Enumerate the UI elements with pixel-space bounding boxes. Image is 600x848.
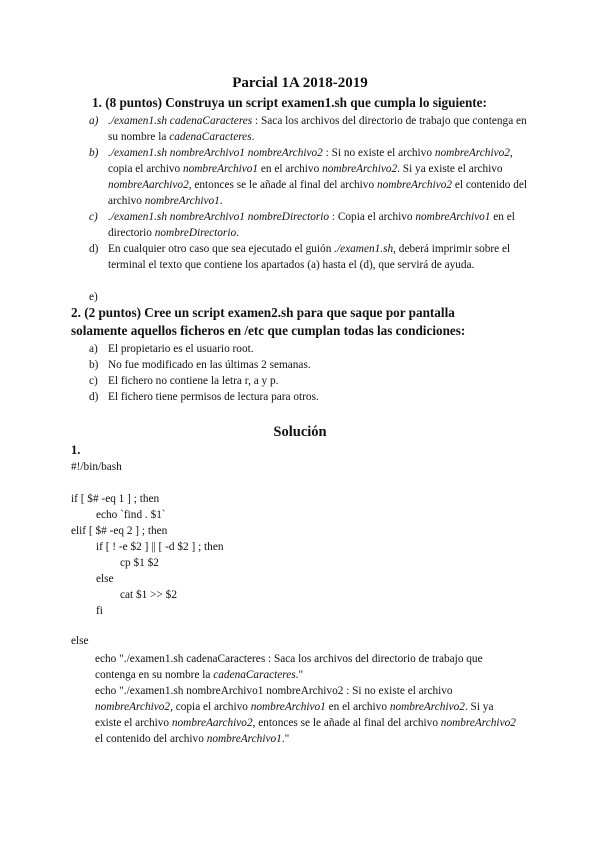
q1-item-b: b) ./examen1.sh nombreArchivo1 nombreArchivo2 : Si no existe el archivo nombreArchivo2, copia el archivo nombreArchivo1 en el archivo nombreArchivo2. Si ya existe el archivo nombreAarchivo2, entonces se le añade al final del archivo nombreArchivo2 el contenido del archivo nombreArchivo1. xyxy=(89,147,528,207)
code-line: if [ ! -e $2 ] || [ -d $2 ] ; then xyxy=(96,541,224,553)
q2-item: d) El fichero tiene permisos de lectura para otros. xyxy=(89,391,319,403)
solution-title: Solución xyxy=(273,424,327,440)
question-2-heading-line1: 2. (2 puntos) Cree un script examen2.sh para que saque por pantalla xyxy=(71,305,455,320)
question-1-heading: 1. (8 puntos) Construya un script examen1.sh que cumpla lo siguiente: xyxy=(92,95,487,110)
page-title: Parcial 1A 2018-2019 xyxy=(232,75,368,91)
document-page: Parcial 1A 2018-2019 1. (8 puntos) Construya un script examen1.sh que cumpla lo siguiente: a) ./examen1.sh cadenaCaracteres : Saca los archivos del directorio de trabajo que contenga en su nombre la cadenaCaracteres. b) ./examen1.sh nombreArchivo1 nombreArchivo2 : Si no existe el archivo nombreArchivo2, copia el archivo nombreArchivo1 en el archivo nombreArchivo2. Si ya existe el archivo nombreAarchivo2, entonces se le añade al final del archivo nombreArchivo2 el contenido del archivo nombreArchivo1. c) ./examen1.sh nombreArchivo1 nombreDirectorio : Copia el archivo nombreArchivo1 en el directorio nombreDirectorio. d) En cualquier otro caso que sea ejecutado el guión ./examen1.sh, deberá imprimir sobre el terminal el texto que contiene los apartados (a) hasta el (d), que servirá de ayuda. e) 2. (2 puntos) Cree un script examen2.sh para que saque por pantalla solamente aquellos ficheros en /etc que cumplan todas las condiciones: a) El propietario es el usuario root. b) No fue modificado en las últimas 2 semanas. c) El fichero no contiene la letra r, a y p. d) El fichero tiene permisos de lectura para otros. Solución 1. #!/bin/bash if [ $# -eq 1 ] ; then echo `find . $1` elif [ $# -eq 2 ] ; then if [ ! -e $2 ] || [ -d $2 ] ; then cp $1 $2 else cat $1 >> $2 fi else echo "./examen1.sh cadenaCaracteres : Saca los archivos del directorio de trabajo que contenga en su nombre la cadenaCaracteres." echo "./examen1.sh nombreArchivo1 nombreArchivo2 : Si no existe el archivo nombreArchivo2, copia el archivo nombreArchivo1 en el archivo nombreArchivo2. Si ya existe el archivo nombreAarchivo2, entonces se le añade al final del archivo nombreArchivo2 el contenido del archivo nombreArchivo1." xyxy=(0,0,600,848)
code-line: if [ $# -eq 1 ] ; then xyxy=(71,493,160,505)
q2-item: b) No fue modificado en las últimas 2 semanas. xyxy=(89,359,311,371)
code-line: echo `find . $1` xyxy=(96,509,166,521)
echo-line-1: echo "./examen1.sh cadenaCaracteres : Saca los archivos del directorio de trabajo que contenga en su nombre la cadenaCaracteres." xyxy=(95,653,483,681)
code-line: else xyxy=(96,573,114,585)
q1-item-c: c) ./examen1.sh nombreArchivo1 nombreDirectorio : Copia el archivo nombreArchivo1 en el directorio nombreDirectorio. xyxy=(89,211,515,239)
q1-item-a: a) ./examen1.sh cadenaCaracteres : Saca los archivos del directorio de trabajo que contenga en su nombre la cadenaCaracteres. xyxy=(89,115,527,143)
code-line: cat $1 >> $2 xyxy=(120,589,177,601)
code-line: else xyxy=(71,635,89,647)
solution-number: 1. xyxy=(71,443,81,457)
code-line: elif [ $# -eq 2 ] ; then xyxy=(71,525,168,537)
code-line: cp $1 $2 xyxy=(120,557,159,569)
q2-item: a) El propietario es el usuario root. xyxy=(89,343,254,355)
q2-item: c) El fichero no contiene la letra r, a y p. xyxy=(89,375,279,387)
code-line: #!/bin/bash xyxy=(71,461,122,473)
question-2-heading-line2: solamente aquellos ficheros en /etc que cumplan todas las condiciones: xyxy=(71,323,466,338)
code-line: fi xyxy=(96,605,103,617)
q1-item-d: d) En cualquier otro caso que sea ejecutado el guión ./examen1.sh, deberá imprimir sobre el terminal el texto que contiene los apartados (a) hasta el (d), que servirá de ayuda. xyxy=(89,243,511,271)
echo-line-2: echo "./examen1.sh nombreArchivo1 nombreArchivo2 : Si no existe el archivo nombreArchivo2, copia el archivo nombreArchivo1 en el archivo nombreArchivo2. Si ya existe el archivo nombreAarchivo2, entonces se le añade al final del archivo nombreArchivo2 el contenido del archivo nombreArchivo1." xyxy=(95,685,516,745)
